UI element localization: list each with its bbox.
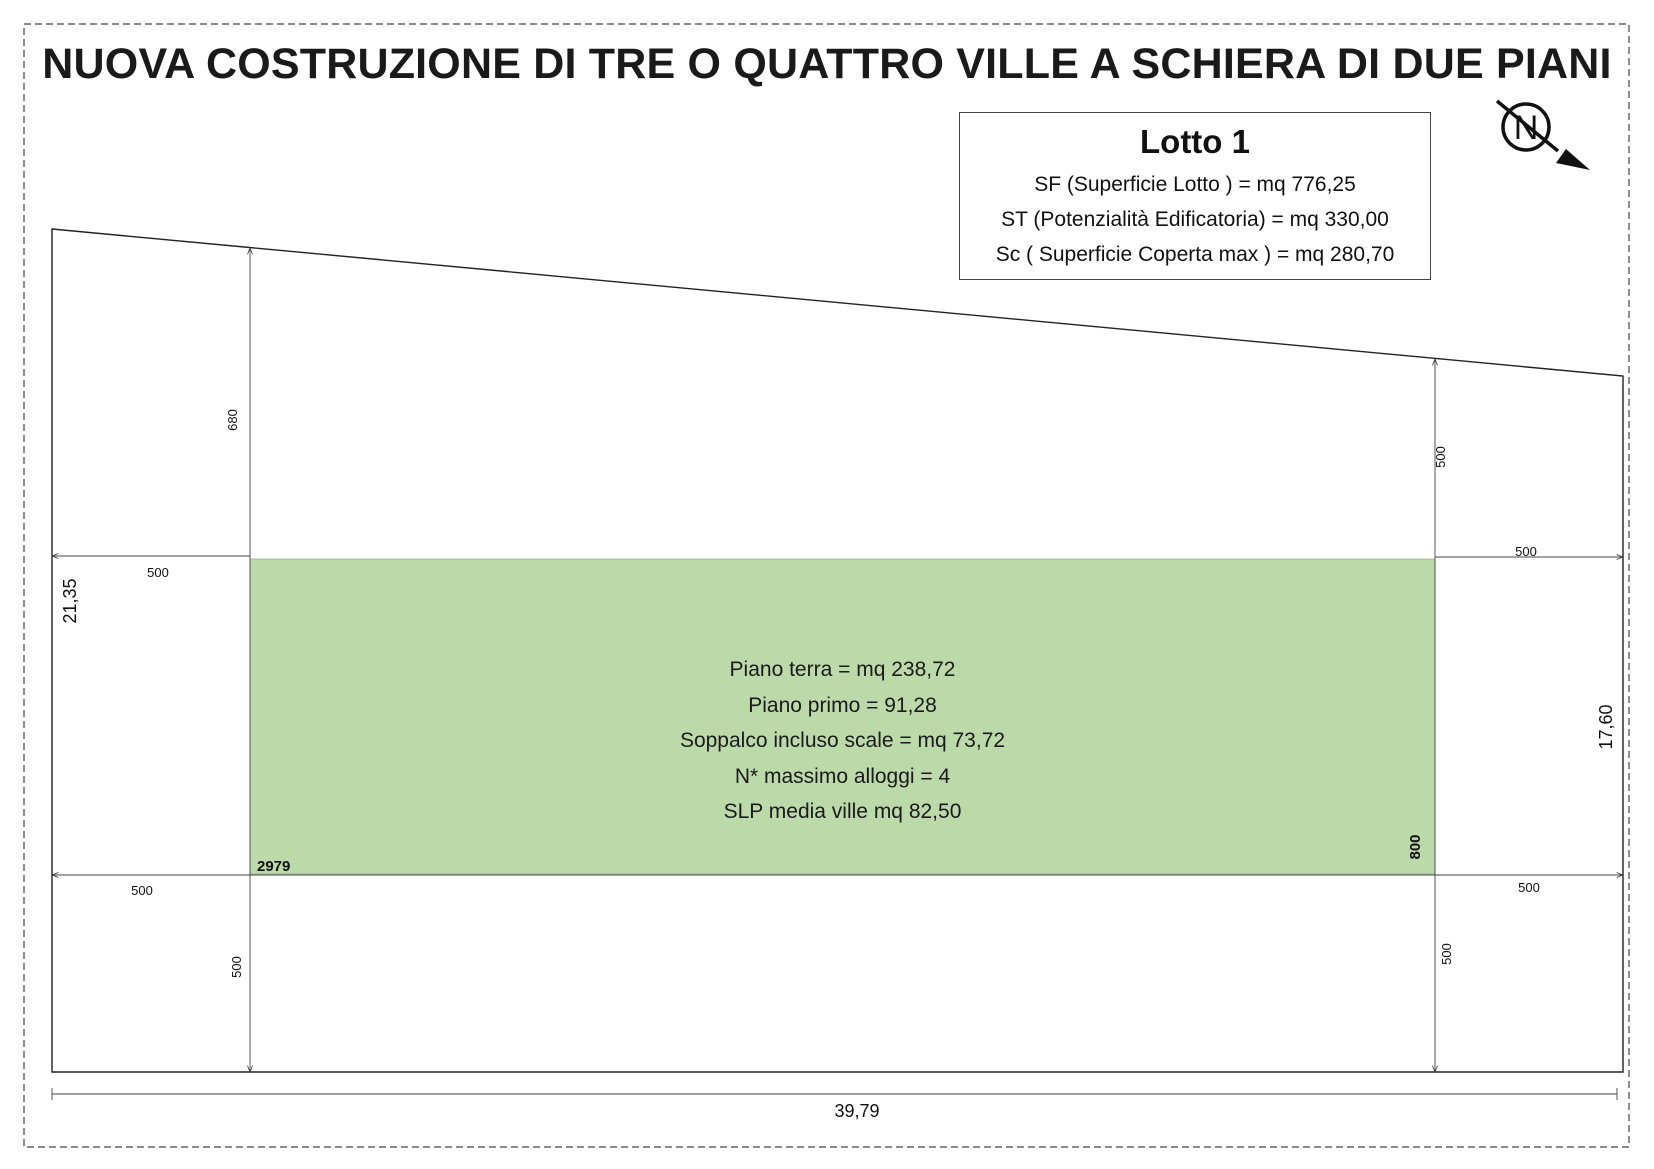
- dim-label-bottom-right: 500: [1439, 943, 1454, 965]
- north-label: N: [1513, 109, 1539, 147]
- dim-label-top-right: 500: [1433, 446, 1448, 468]
- dim-label-bottom-left: 500: [229, 956, 244, 978]
- lot-info-line: Sc ( Superficie Coperta max ) = mq 280,70: [995, 243, 1395, 266]
- north-arrow-icon: [1497, 101, 1590, 170]
- dim-label-right-side: 17,60: [1596, 704, 1616, 750]
- drawing-title: NUOVA COSTRUZIONE DI TRE O QUATTRO VILLE A SCHIERA DI DUE PIANI: [42, 40, 1612, 88]
- dim-label-top-left: 680: [225, 409, 240, 431]
- lot-info-line: ST (Potenzialità Edificatoria) = mq 330,00: [1001, 208, 1389, 231]
- building-info-line: N* massimo alloggi = 4: [734, 764, 951, 788]
- dim-label-left-upper: 500: [147, 565, 169, 580]
- building-info-line: Piano primo = 91,28: [748, 693, 937, 717]
- lot-info-box: [959, 112, 1431, 280]
- building-depth-label: 800: [1407, 834, 1424, 860]
- dim-label-right-lower: 500: [1518, 880, 1540, 895]
- building-info: [250, 652, 1435, 830]
- building-info-line: Piano terra = mq 238,72: [729, 658, 956, 681]
- dim-label-left-lower: 500: [131, 883, 153, 898]
- dim-label-left-side: 21,35: [60, 578, 80, 624]
- lot-title: Lotto 1: [1140, 123, 1250, 160]
- building-info-line: SLP media ville mq 82,50: [723, 800, 962, 823]
- dim-label-right-upper: 500: [1515, 544, 1537, 559]
- building-info-line: Soppalco incluso scale = mq 73,72: [679, 729, 1006, 752]
- lot-info-line: SF (Superficie Lotto ) = mq 776,25: [1034, 173, 1356, 196]
- dim-label-total-width: 39,79: [834, 1101, 880, 1121]
- building-width-label: 2979: [257, 858, 291, 875]
